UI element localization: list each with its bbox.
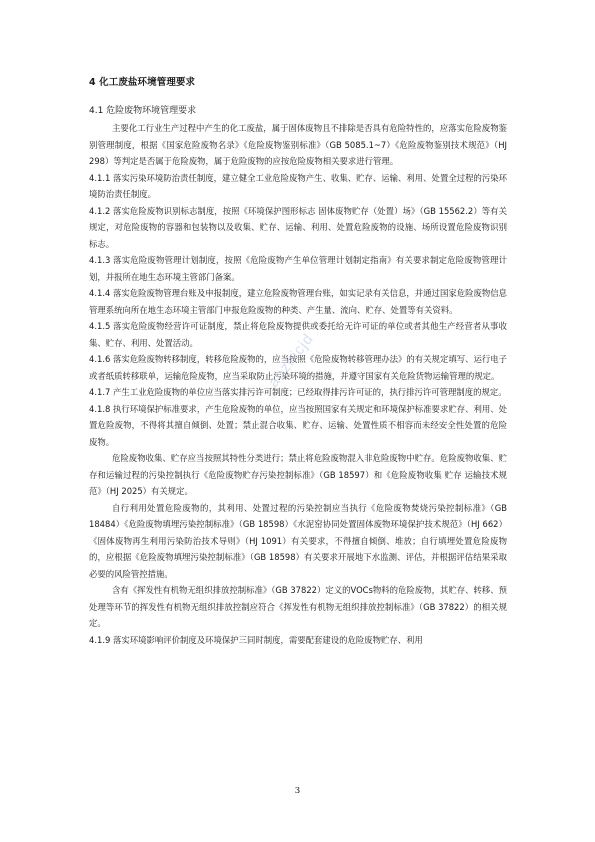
section-heading: 4 化工废盐环境管理要求 — [89, 77, 196, 88]
paragraph: 4.1.5 落实危险废物经营许可证制度，禁止将危险废物提供或委托给无许可证的单位或者其他生产经营者从事收集、贮存、利用、处置活动。 — [89, 321, 507, 348]
paragraph: 危险废物收集、贮存应当按照其特性分类进行；禁止将危险废物混入非危险废物中贮存。危险废物收集、贮存和运输过程的污染控制执行《危险废物贮存污染控制标准》（GB 18597）和《危险废物收集 贮存 运输技术规范》（HJ 2025）有关规定。 — [89, 453, 507, 496]
paragraph: 主要化工行业生产过程中产生的化工废盐，属于固体废物且不排除是否具有危险特性的，应落实危险废物鉴别管理制度，根据《国家危险废物名录》《危险废物鉴别标准》（GB 5085.1~7）《危险废物鉴别技术规范》（HJ 298）等判定是否属于危险废物，属于危险废物的应按危险废物相关要求进行管理。 — [89, 123, 507, 166]
paragraph: 自行利用处置危险废物的，其利用、处置过程的污染控制应当执行《危险废物焚烧污染控制标准》（GB 18484）《危险废物填埋污染控制标准》（GB 18598）《水泥窑协同处置固体废物环境保护技术规范》（HJ 662）《固体废物再生利用污染防治技术导则》（HJ 1091）有关要求，不得擅自倾倒、堆放；自行填埋处置危险废物的，应根据《危险废物填埋污染控制标准》（GB 18598）有关要求开展地下水监测、评估，并根据评估结果采取必要的风险管控措施。 — [89, 502, 507, 579]
subsection-heading: 4.1 危险废物环境管理要求 — [89, 106, 197, 116]
paragraph: 4.1.9 落实环境影响评价制度及环境保护三同时制度，需要配套建设的危险废物贮存、利用 — [89, 634, 423, 645]
paragraph: 4.1.2 落实危险废物识别标志制度，按照《环境保护图形标志 固体废物贮存（处置）场》（GB 15562.2）等有关规定，对危险废物的容器和包装物以及收集、贮存、运输、利用、处置危险废物的设施、场所设置危险废物识别标志。 — [89, 205, 507, 249]
paragraph: 4.1.8 执行环境保护标准要求，产生危险废物的单位，应当按照国家有关规定和环境保护标准要求贮存、利用、处置危险废物，不得将其擅自倾倒、处置；禁止混合收集、贮存、运输、处置性质不相容而未经安全性处置的危险废物。 — [89, 403, 507, 447]
paragraph: 含有《挥发性有机物无组织排放控制标准》（GB 37822）定义的VOCs物料的危险废物，其贮存、转移、预处理等环节的挥发性有机物无组织排放控制应符合《挥发性有机物无组织排放控制标准》（GB 37822）的相关规定。 — [89, 585, 507, 628]
paragraph: 4.1.3 落实危险废物管理计划制度，按照《危险废物产生单位管理计划制定指南》有关要求制定危险废物管理计划，并报所在地生态环境主管部门备案。 — [89, 255, 507, 282]
paragraph: 4.1.1 落实污染环境防治责任制度，建立健全工业危险废物产生、收集、贮存、运输、利用、处置全过程的污染环境防治责任制度。 — [89, 172, 507, 199]
watermark: aozhicjd — [265, 330, 318, 391]
paragraph: 4.1.6 落实危险废物转移制度，转移危险废物的，应当按照《危险废物转移管理办法》的有关规定填写、运行电子或者纸质转移联单，运输危险废物，应当采取防止污染环境的措施，并遵守国家有关危险货物运输管理的规定。 — [89, 354, 507, 381]
body-text — [89, 120, 507, 648]
paragraph: 4.1.4 落实危险废物管理台账及申报制度，建立危险废物管理台账，如实记录有关信息，并通过国家危险废物信息管理系统向所在地生态环境主管部门申报危险废物的种类、产生量、流向、贮存、处置等有关资料。 — [89, 288, 507, 315]
paragraph: 4.1.7 产生工业危险废物的单位应当落实排污许可制度；已经取得排污许可证的，执行排污许可管理制度的规定。 — [89, 387, 507, 397]
page-number: 3 — [294, 786, 301, 796]
